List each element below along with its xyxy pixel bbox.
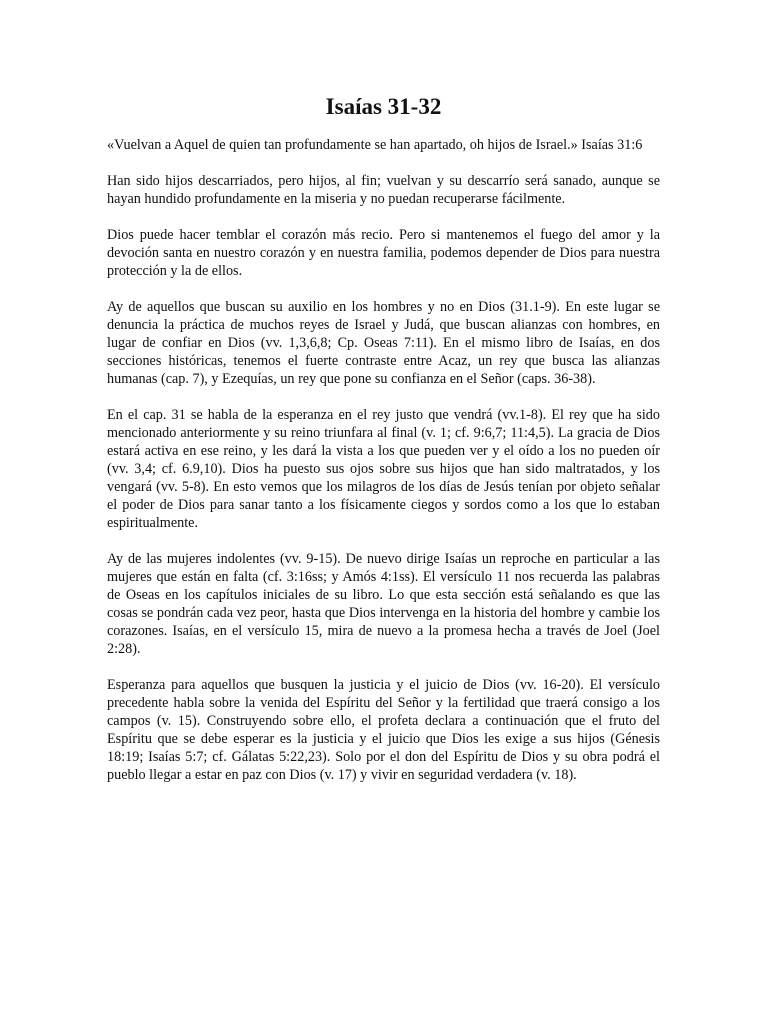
document-page xyxy=(107,92,660,802)
paragraph: Ay de las mujeres indolentes (vv. 9-15). De nuevo dirige Isaías un reproche en particular a las mujeres que están en falta (cf. 3:16ss; y Amós 4:1ss). El versículo 11 nos recuerda las palabras de Oseas en los capítulos iniciales de su libro. Lo que esta sección está señalando es que las cosas se pondrán cada vez peor, hasta que Dios intervenga en la historia del hombre y cambie los corazones. Isaías, en el versículo 15, mira de nuevo a la promesa hecha a través de Joel (Joel 2:28). xyxy=(107,551,660,657)
paragraph: Ay de aquellos que buscan su auxilio en los hombres y no en Dios (31.1-9). En este lugar se denuncia la práctica de muchos reyes de Israel y Judá, que buscan alianzas con hombres, en lugar de confiar en Dios (vv. 1,3,6,8; Cp. Oseas 7:11). En el mismo libro de Isaías, en dos secciones históricas, tenemos el fuerte contraste entre Acaz, un rey que busca las alianzas humanas (cap. 7), y Ezequías, un rey que pone su confianza en el Señor (caps. 36-38). xyxy=(107,299,660,387)
paragraph: En el cap. 31 se habla de la esperanza en el rey justo que vendrá (vv.1-8). El rey que ha sido mencionado anteriormente y su reino triunfara al final (v. 1; cf. 9:6,7; 11:4,5). La gracia de Dios estará activa en ese reino, y les dará la vista a los que pueden ver y el oído a los no pueden oír (vv. 3,4; cf. 6.9,10). Dios ha puesto sus ojos sobre sus hijos que han sido maltratados, y los vengará (vv. 5-8). En esto vemos que los milagros de los días de Jesús tenían por objeto señalar el poder de Dios para sanar tanto a los físicamente ciegos y sordos como a los que lo estaban espiritualmente. xyxy=(107,407,660,531)
paragraph: Han sido hijos descarriados, pero hijos, al fin; vuelvan y su descarrío será sanado, aunque se hayan hundido profundamente en la miseria y no puedan recuperarse fácilmente. xyxy=(107,173,660,207)
paragraph: Dios puede hacer temblar el corazón más recio. Pero si mantenemos el fuego del amor y la devoción santa en nuestro corazón y en nuestra familia, podemos depender de Dios para nuestra protección y la de ellos. xyxy=(107,227,660,279)
paragraph: Esperanza para aquellos que busquen la justicia y el juicio de Dios (vv. 16-20). El versículo precedente habla sobre la venida del Espíritu del Señor y la fertilidad que traerá consigo a los campos (v. 15). Construyendo sobre ello, el profeta declara a continuación que el fruto del Espíritu que se debe esperar es la justicia y el juicio que Dios les exige a sus hijos (Génesis 18:19; Isaías 5:7; cf. Gálatas 5:22,23). Solo por el don del Espíritu de Dios y su obra podrá el pueblo llegar a estar en paz con Dios (v. 17) y vivir en seguridad verdadera (v. 18). xyxy=(107,677,660,783)
paragraph-quote: «Vuelvan a Aquel de quien tan profundamente se han apartado, oh hijos de Israel.» Isaías 31:6 xyxy=(107,137,643,153)
document-title: Isaías 31-32 xyxy=(325,94,442,119)
